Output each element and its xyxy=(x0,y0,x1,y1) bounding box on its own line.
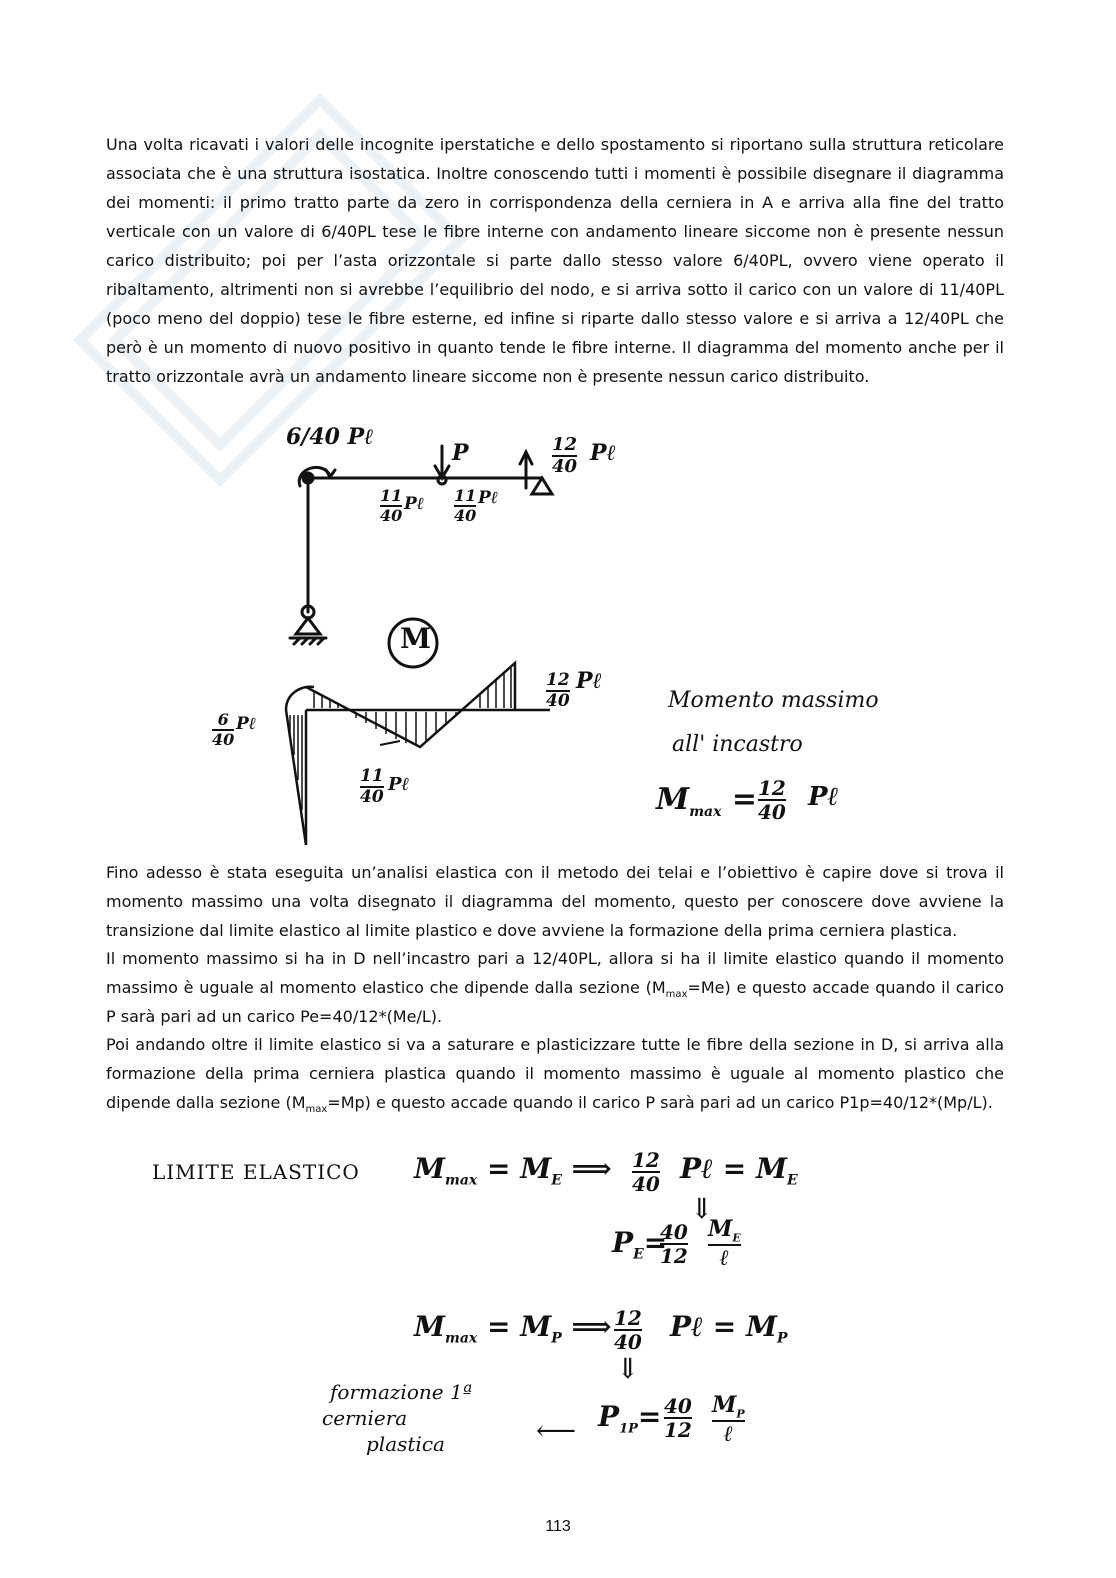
max-moment-formula: $M_{max}$ = xyxy=(656,782,758,820)
equation-2-fraction-2: $M_E$ ℓ xyxy=(708,1216,741,1272)
paragraph-moment-diagram-intro: Una volta ricavati i valori delle incognite iperstatiche e dello spostamento si riportano sulla struttura reticolare associata che è una struttura isostatica. Inoltre conoscendo tutti i momenti è possibile disegnare il diagramma dei momenti: il primo tratto parte da zero in corrispondenza della cerniera in A e arriva alla fine del tratto verticale con un valore di 6/40PL tese le fibre interne con andamento lineare siccome non è presente nessun carico distribuito; poi per l’asta orizzontale si parte dallo stesso valore 6/40PL, ovvero viene operato il ribaltamento, altrimenti non si avrebbe l’equilibrio del nodo, e si arriva sotto il carico con un valore di 11/40PL (poco meno del doppio) tese le fibre esterne, ed infine si riparte dallo stesso valore e si arriva a 12/40PL che però è un momento di nuovo positivo in quanto tende le fibre interne. Il diagramma del momento anche per il tratto orizzontale avrà un andamento lineare siccome non è presente nessun carico distribuito. xyxy=(106,135,1004,386)
equation-4-fraction: 40 12 xyxy=(664,1394,692,1442)
diagram-bottom-pointer xyxy=(380,741,400,745)
frame-mid-right-fraction: 11 40 xyxy=(454,486,477,525)
diagram-left-unit: Pℓ xyxy=(236,714,257,734)
diagram-right-fraction: 12 40 xyxy=(546,670,570,711)
equation-3-fraction: 12 40 xyxy=(614,1306,642,1354)
equation-1-fraction: 12 40 xyxy=(632,1148,660,1196)
elastic-limit-label: LIMITE ELASTICO xyxy=(152,1160,360,1184)
max-moment-note-line1: Momento massimo xyxy=(668,688,879,713)
diagram-bottom-unit: Pℓ xyxy=(388,774,410,795)
page-number: 113 xyxy=(545,1518,571,1535)
equation-2-fraction: 40 12 xyxy=(660,1220,688,1268)
paragraph-plastic-hinge: Poi andando oltre il limite elastico si va a saturare e plasticizzare tutte le fibre della sezione in D, si arriva alla formazione della prima cerniera plastica quando il momento massimo è uguale al momento plastico che dipende dalla sezione $(M_{max}=Mp)$ e questo accade quando il carico P sarà pari ad un carico P1p=40/12*(Mp/L). xyxy=(106,1035,1004,1116)
max-moment-fraction: 12 40 xyxy=(758,776,786,824)
max-moment-note-line2: all' incastro xyxy=(672,732,803,757)
down-arrow-1: ⇓ xyxy=(690,1192,714,1225)
frame-mid-left-unit: Pℓ xyxy=(404,494,425,514)
plastic-hinge-note-line1: formazione 1ª xyxy=(330,1380,473,1404)
equation-1-lhs: $M_{max} = M_E$ ⟹ xyxy=(414,1152,612,1189)
diagram-right-unit: Pℓ xyxy=(576,668,602,694)
right-support xyxy=(532,478,552,494)
diagram-circle-label: M xyxy=(400,622,431,655)
max-moment-unit: Pℓ xyxy=(808,782,839,812)
equation-4-lhs: $P_{1P}=$ xyxy=(598,1400,662,1437)
frame-load-label: P xyxy=(452,440,469,466)
frame-moment-label: 6/40 Pℓ xyxy=(286,424,374,450)
diagram-bottom-fraction: 11 40 xyxy=(360,766,384,807)
paragraph-elastic-analysis: Fino adesso è stata eseguita un’analisi elastica con il metodo dei telai e l’obiettivo è capire dove si trova il momento massimo una volta disegnato il diagramma del momento, questo per conoscere dove avviene la transizione dal limite elastico al limite plastico e dove avviene la formazione della prima cerniera plastica. xyxy=(106,863,1004,940)
equation-1-rhs: Pℓ = $M_E$ xyxy=(680,1152,798,1189)
plastic-hinge-note-line3: plastica xyxy=(366,1432,445,1456)
left-arrow: ⟵ xyxy=(536,1414,577,1447)
diagram-left-fraction: 6 40 xyxy=(212,710,235,749)
equation-2-lhs: $P_E=$ xyxy=(612,1226,668,1263)
paragraph-elastic-limit: Il momento massimo si ha in D nell’incastro pari a 12/40PL, allora si ha il limite elastico quando il momento massimo è uguale al momento elastico che dipende dalla sezione $(M_{max}=Me)$ e questo accade quando il carico P sarà pari ad un carico Pe=40/12*(Me/L). xyxy=(106,949,1004,1026)
node-hinge xyxy=(303,473,313,483)
down-arrow-2: ⇓ xyxy=(616,1352,640,1385)
equation-3-lhs: $M_{max} = M_P$ ⟹ xyxy=(414,1310,612,1347)
equation-4-fraction-2: $M_P$ ℓ xyxy=(712,1392,745,1448)
frame-mid-left-fraction: 11 40 xyxy=(380,486,403,525)
frame-right-unit: Pℓ xyxy=(590,440,616,466)
frame-right-fraction: 12 40 xyxy=(552,434,578,477)
plastic-hinge-note-line2: cerniera xyxy=(322,1406,408,1430)
equation-3-rhs: Pℓ = $M_P$ xyxy=(670,1310,788,1347)
frame-mid-right-unit: Pℓ xyxy=(478,488,499,508)
